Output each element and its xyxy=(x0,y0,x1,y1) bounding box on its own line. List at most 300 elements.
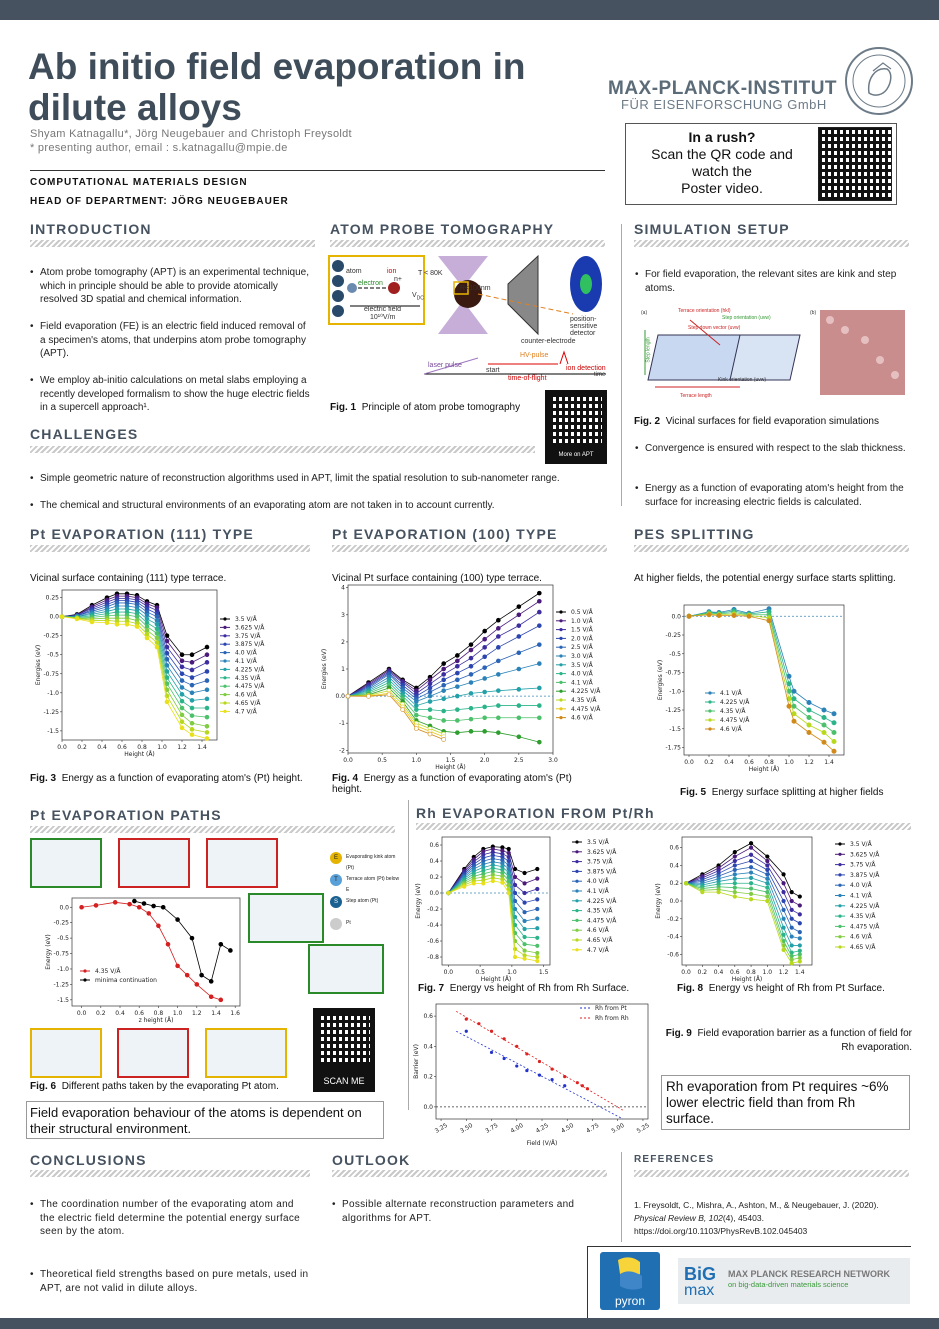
legend-marker xyxy=(559,690,562,693)
data-point xyxy=(190,683,194,687)
y-tick-label: 0.0 xyxy=(671,613,681,621)
legend-label: 1.5 V/Å xyxy=(571,626,593,634)
data-point xyxy=(782,926,786,930)
data-point xyxy=(798,913,802,917)
data-point xyxy=(535,877,539,881)
data-point xyxy=(581,1084,584,1087)
data-point xyxy=(135,625,139,629)
sim-bullet: • For field evaporation, the relevant sites are kink and step atoms. xyxy=(645,268,910,295)
scan-me-block[interactable] xyxy=(313,1008,375,1092)
data-point xyxy=(155,615,159,619)
data-point xyxy=(228,948,232,952)
x-tick-label: 0.8 xyxy=(153,1010,164,1017)
data-point xyxy=(832,739,836,743)
data-point xyxy=(792,689,796,693)
fig8-chart xyxy=(655,832,915,983)
legend-marker xyxy=(575,880,578,883)
x-tick-label: 0.6 xyxy=(744,759,754,766)
data-point xyxy=(190,721,194,725)
vicinal-surface-figure xyxy=(640,305,912,407)
data-point xyxy=(469,706,473,710)
y-tick-label: 0.4 xyxy=(429,858,439,865)
data-point xyxy=(535,926,539,930)
plot-frame xyxy=(684,605,844,755)
legend-marker xyxy=(575,860,578,863)
data-point xyxy=(180,720,184,724)
x-tick-label: 0.0 xyxy=(681,969,691,976)
section-challenges: CHALLENGES xyxy=(30,426,139,442)
x-tick-label: 1.2 xyxy=(192,1010,202,1017)
apt-label-radius: R<100nm xyxy=(460,285,491,292)
data-point xyxy=(496,626,500,630)
legend-marker xyxy=(223,643,226,646)
video-qr-code[interactable] xyxy=(818,127,892,201)
data-point xyxy=(733,877,737,881)
data-point xyxy=(749,881,753,885)
data-point xyxy=(733,895,737,899)
data-point xyxy=(766,868,770,872)
data-point xyxy=(822,723,826,727)
data-point xyxy=(798,953,802,957)
data-point xyxy=(576,1081,579,1084)
data-point xyxy=(782,881,786,885)
data-point xyxy=(483,716,487,720)
data-point xyxy=(798,944,802,948)
legend-marker xyxy=(559,672,562,675)
data-point xyxy=(428,690,432,694)
data-point xyxy=(537,662,541,666)
apt-label-efield: electric field xyxy=(364,306,401,313)
data-point xyxy=(219,998,223,1002)
data-point xyxy=(537,704,541,708)
x-axis-label: Height (Å) xyxy=(731,976,763,983)
legend-marker xyxy=(83,969,86,972)
data-point xyxy=(747,614,751,618)
data-point xyxy=(798,895,802,899)
data-point xyxy=(733,859,737,863)
kink-atom-icon: E xyxy=(330,852,342,864)
x-tick-label: 1.0 xyxy=(411,757,422,764)
data-point xyxy=(832,712,836,716)
plot-frame xyxy=(72,898,240,1006)
data-point xyxy=(798,930,802,934)
pyron-logo: pyron xyxy=(600,1252,660,1310)
section-pes: PES SPLITTING xyxy=(634,526,755,542)
email-line: * presenting author, email : s.katnagallu@mpie.de xyxy=(30,142,288,154)
data-point xyxy=(469,717,473,721)
apt-qr-block[interactable] xyxy=(545,390,607,464)
data-point xyxy=(517,605,521,609)
data-point xyxy=(496,672,500,676)
legend-marker xyxy=(223,701,226,704)
legend-marker xyxy=(575,938,578,941)
legend-marker xyxy=(838,894,841,897)
path-snapshot xyxy=(205,1028,287,1078)
data-point xyxy=(190,653,194,657)
bottom-banner xyxy=(0,1318,939,1329)
data-point xyxy=(766,859,770,863)
data-point xyxy=(507,891,511,895)
fig5-chart xyxy=(650,595,905,780)
data-point xyxy=(507,879,511,883)
data-point xyxy=(766,890,770,894)
legend-label: 3.875 V/Å xyxy=(587,868,617,876)
data-point xyxy=(749,887,753,891)
data-point xyxy=(517,667,521,671)
fig9-chart xyxy=(408,998,658,1150)
data-point xyxy=(832,721,836,725)
challenge-bullet: • The chemical and structural environments of an evaporating atom are not taken in to account currently. xyxy=(40,499,600,513)
legend-marker xyxy=(838,873,841,876)
intro-bullet: • Field evaporation (FE) is an electric field induced removal of a specimen's atoms, that underpins atom probe tomography (APT). xyxy=(40,320,310,361)
terrace-atom-icon: T xyxy=(330,874,342,886)
data-point xyxy=(798,921,802,925)
y-axis-label: Energies (eV) xyxy=(657,659,664,701)
legend-marker xyxy=(223,676,226,679)
data-point xyxy=(132,899,136,903)
x-tick-label: 0.0 xyxy=(76,1010,87,1017)
section-rh: Rh EVAPORATION FROM Pt/Rh xyxy=(416,805,655,821)
apt-label-electron: electron xyxy=(358,280,383,287)
apt-qr-code[interactable] xyxy=(550,394,602,446)
legend-marker xyxy=(708,709,711,712)
data-point xyxy=(535,951,539,955)
x-tick-label: 4.25 xyxy=(534,1122,550,1135)
data-point xyxy=(766,899,770,903)
y-tick-label: -1 xyxy=(339,720,345,728)
data-point xyxy=(807,715,811,719)
y-axis-label: Energy (eV) xyxy=(415,883,422,919)
data-point xyxy=(822,708,826,712)
data-point xyxy=(515,1064,518,1067)
data-point xyxy=(749,897,753,901)
data-point xyxy=(442,683,446,687)
section-pt100: Pt EVAPORATION (100) TYPE xyxy=(332,526,558,542)
x-tick-label: 0.4 xyxy=(97,744,107,751)
data-point xyxy=(180,653,184,657)
data-point xyxy=(507,863,511,867)
data-point xyxy=(523,957,527,961)
legend-label: 4.0 V/Å xyxy=(571,670,593,678)
data-point xyxy=(209,995,213,999)
data-point xyxy=(503,1057,506,1060)
x-tick-label: 5.00 xyxy=(610,1122,626,1135)
data-point xyxy=(798,949,802,953)
y-tick-label: -0.75 xyxy=(665,669,681,677)
y-tick-label: 4 xyxy=(341,584,345,592)
x-tick-label: 1.0 xyxy=(762,969,773,976)
data-point xyxy=(787,704,791,708)
step-atom-icon: S xyxy=(330,896,342,908)
data-point xyxy=(733,881,737,885)
x-tick-label: 0.4 xyxy=(724,759,734,766)
x-tick-label: 0.5 xyxy=(377,757,387,764)
legend-marker xyxy=(559,628,562,631)
data-point xyxy=(766,881,770,885)
authors: Shyam Katnagallu*, Jörg Neugebauer and Christoph Freysoldt xyxy=(30,128,352,140)
data-point xyxy=(205,730,209,734)
data-point xyxy=(782,948,786,952)
data-point xyxy=(190,691,194,695)
data-point xyxy=(537,716,541,720)
apt-label-laser: laser pulse xyxy=(428,362,462,369)
fig3-chart xyxy=(30,585,265,770)
y-tick-label: 0.4 xyxy=(669,862,679,870)
fig6-legend: E Evaporating kink atom (Pt) T Terrace atom (Pt) below E S Step atom (Pt) Pt xyxy=(330,852,400,934)
data-point xyxy=(115,622,119,626)
section-outlook: OUTLOOK xyxy=(332,1152,411,1168)
legend-marker xyxy=(223,685,226,688)
legend-label: 4.6 V/Å xyxy=(850,933,872,941)
legend-label: 4.65 V/Å xyxy=(587,937,613,944)
reference-1: 1. Freysoldt, C., Mishra, A., Ashton, M., & Neugebauer, J. (2020). Physical Review B, 102(4), 45403. https://doi.org/10.1103/PhysRevB.102.045403 xyxy=(634,1200,879,1236)
fig2-label-b: (b) xyxy=(810,310,817,316)
legend-marker xyxy=(708,718,711,721)
data-point xyxy=(701,890,705,894)
legend-label: 3.5 V/Å xyxy=(235,616,257,623)
data-point xyxy=(465,1018,468,1021)
data-point xyxy=(145,617,149,621)
legend-label: 4.35 V/Å xyxy=(571,697,597,704)
minerva-logo xyxy=(845,47,913,115)
x-tick-label: 0.4 xyxy=(115,1010,125,1017)
x-tick-label: 3.75 xyxy=(484,1122,500,1135)
x-tick-label: 0.8 xyxy=(764,759,774,766)
data-point xyxy=(469,643,473,647)
data-point xyxy=(477,1022,480,1025)
conclusion-bullet: • The coordination number of the evaporating atom and the electric field determine the potential energy surface seen by the atom. xyxy=(40,1198,310,1239)
y-tick-label: -0.75 xyxy=(43,670,59,678)
path-snapshot xyxy=(118,838,190,888)
sim-bullet: • Convergence is ensured with respect to the slab thickness. xyxy=(645,442,910,456)
data-point xyxy=(180,692,184,696)
fig2-label-steplen: Step length xyxy=(645,337,652,363)
data-point xyxy=(687,614,691,618)
x-tick-label: 5.25 xyxy=(635,1122,651,1135)
legend-label: 3.625 V/Å xyxy=(587,848,617,856)
y-tick-label: 0.0 xyxy=(59,904,69,912)
x-tick-label: 1.2 xyxy=(778,969,789,976)
data-point xyxy=(428,682,432,686)
y-tick-label: 0.0 xyxy=(49,613,59,621)
data-point xyxy=(442,737,446,741)
data-point xyxy=(165,700,169,704)
data-point xyxy=(790,908,794,912)
data-point xyxy=(401,708,405,712)
data-point xyxy=(442,672,446,676)
bigmax-logo: BiG max MAX PLANCK RESEARCH NETWORK on big-data-driven materials science xyxy=(678,1258,910,1304)
section-stripe xyxy=(416,823,911,830)
data-point xyxy=(782,917,786,921)
legend-marker xyxy=(223,668,226,671)
x-tick-label: 3.25 xyxy=(433,1122,449,1135)
y-tick-label: -1.0 xyxy=(57,965,69,973)
legend-marker xyxy=(575,919,578,922)
logo-divider xyxy=(587,1246,911,1247)
scan-me-qr-code[interactable] xyxy=(318,1013,370,1065)
x-tick-label: 1.0 xyxy=(784,759,794,766)
x-tick-label: 3.0 xyxy=(548,757,558,764)
section-conclusions: CONCLUSIONS xyxy=(30,1152,147,1168)
x-tick-label: 2.0 xyxy=(479,757,490,764)
legend-marker xyxy=(838,925,841,928)
legend-label: 4.65 V/Å xyxy=(235,700,261,707)
x-tick-label: 1.6 xyxy=(230,1010,240,1017)
x-tick-label: 0.2 xyxy=(704,759,714,766)
data-point xyxy=(483,655,487,659)
y-tick-label: -1.0 xyxy=(47,689,59,697)
y-tick-label: 0.0 xyxy=(423,1103,433,1111)
data-point xyxy=(455,685,459,689)
x-tick-label: 2.5 xyxy=(514,757,524,764)
department-name: COMPUTATIONAL MATERIALS DESIGN xyxy=(30,177,248,188)
legend-marker xyxy=(223,634,226,637)
data-point xyxy=(166,942,170,946)
legend-label: 4.475 V/Å xyxy=(235,683,265,691)
fig4-chart xyxy=(321,580,613,771)
y-axis-label: Energies (eV) xyxy=(35,644,42,686)
data-point xyxy=(205,688,209,692)
data-point xyxy=(483,645,487,649)
apt-label-atom: atom xyxy=(346,268,362,275)
data-point xyxy=(517,624,521,628)
x-tick-label: 0.0 xyxy=(443,969,454,976)
legend-marker xyxy=(83,978,86,981)
legend-marker xyxy=(559,654,562,657)
legend-marker xyxy=(838,915,841,918)
data-point xyxy=(792,704,796,708)
plot-frame xyxy=(348,585,553,753)
legend-label: 4.0 V/Å xyxy=(235,649,257,657)
legend-label: Rh from Rh xyxy=(595,1015,629,1022)
x-axis-label: Height (Å) xyxy=(124,751,155,758)
data-point xyxy=(733,886,737,890)
data-point xyxy=(455,678,459,682)
fig2-label-a: (a) xyxy=(641,310,648,316)
data-point xyxy=(156,924,160,928)
y-tick-label: 0.0 xyxy=(335,693,345,701)
data-point xyxy=(507,883,511,887)
data-point xyxy=(180,685,184,689)
legend-marker xyxy=(559,698,562,701)
data-point xyxy=(455,694,459,698)
x-tick-label: 1.4 xyxy=(197,744,207,751)
data-point xyxy=(346,694,350,698)
data-point xyxy=(535,917,539,921)
legend-label: 4.225 V/Å xyxy=(571,688,601,696)
legend-label: 4.0 V/Å xyxy=(587,878,609,886)
y-tick-label: -0.75 xyxy=(53,950,69,958)
legend-label: 4.225 V/Å xyxy=(720,699,750,706)
data-point xyxy=(732,613,736,617)
legend-marker xyxy=(708,691,711,694)
data-point xyxy=(537,643,541,647)
legend-marker xyxy=(838,863,841,866)
logo-divider xyxy=(587,1246,588,1318)
path-snapshot xyxy=(248,893,324,943)
fig2-caption: Fig. 2 Vicinal surfaces for field evaporation simulations xyxy=(634,416,879,427)
y-tick-label: -2 xyxy=(339,747,345,755)
x-tick-label: 1.4 xyxy=(795,969,805,976)
legend-marker xyxy=(575,850,578,853)
data-point xyxy=(147,911,151,915)
x-tick-label: 4.75 xyxy=(585,1122,601,1135)
x-tick-label: 0.0 xyxy=(684,759,694,766)
data-point xyxy=(496,716,500,720)
section-pt111: Pt EVAPORATION (111) TYPE xyxy=(30,526,254,542)
y-tick-label: -1.5 xyxy=(47,727,59,735)
y-tick-label: 0.4 xyxy=(423,1043,433,1051)
data-point xyxy=(513,955,517,959)
section-references: REFERENCES xyxy=(634,1154,715,1165)
legend-label: 4.35 V/Å xyxy=(235,674,261,682)
pt100-intro: Vicinal Pt surface containing (100) type terrace. xyxy=(332,573,542,584)
legend-label: 2.5 V/Å xyxy=(571,644,593,652)
data-point xyxy=(523,910,527,914)
data-point xyxy=(563,1084,566,1087)
x-axis-label: z height (Å) xyxy=(138,1017,174,1024)
data-point xyxy=(180,699,184,703)
fig5-caption: Fig. 5 Energy surface splitting at higher fields xyxy=(680,787,884,798)
y-tick-label: 1 xyxy=(341,666,345,673)
data-point xyxy=(535,887,539,891)
y-tick-label: -0.5 xyxy=(669,650,681,658)
y-tick-label: -0.6 xyxy=(427,938,439,945)
data-point xyxy=(496,618,500,622)
top-banner xyxy=(0,0,939,20)
data-point xyxy=(798,904,802,908)
x-tick-label: 0.4 xyxy=(713,969,724,976)
y-tick-label: -0.5 xyxy=(57,935,69,943)
data-point xyxy=(428,694,432,698)
legend-marker xyxy=(838,904,841,907)
data-point xyxy=(442,678,446,682)
legend-marker xyxy=(559,637,562,640)
legend-label: 4.6 V/Å xyxy=(571,714,593,722)
legend-label: 2.0 V/Å xyxy=(571,635,593,643)
column-divider xyxy=(621,224,622,506)
data-point xyxy=(507,855,511,859)
data-point xyxy=(128,902,132,906)
legend-label: 3.5 V/Å xyxy=(850,841,872,848)
data-point xyxy=(749,859,753,863)
data-point xyxy=(523,901,527,905)
section-stripe xyxy=(634,240,909,247)
legend-label: 4.225 V/Å xyxy=(850,902,880,910)
section-introduction: INTRODUCTION xyxy=(30,221,152,237)
fig6-chart xyxy=(30,893,250,1028)
y-tick-label: -0.4 xyxy=(667,933,679,941)
data-point xyxy=(513,867,517,871)
data-point xyxy=(190,668,194,672)
intro-bullet: • Atom probe tomography (APT) is an experimental technique, which in principle should be able to provide atomically resolved 3D spatial and chemical information. xyxy=(40,266,310,307)
data-point xyxy=(790,944,794,948)
data-point xyxy=(428,700,432,704)
y-axis-label: Energies (eV) xyxy=(321,648,328,690)
section-stripe xyxy=(332,1170,607,1177)
data-point xyxy=(483,629,487,633)
y-tick-label: -1.5 xyxy=(669,725,681,733)
x-tick-label: 0.2 xyxy=(96,1010,106,1017)
fig2-label-stepdown: Step down vector (uvw) xyxy=(688,325,741,331)
data-point xyxy=(155,622,159,626)
legend-label: 1.0 V/Å xyxy=(571,617,593,625)
x-tick-label: 1.4 xyxy=(824,759,834,766)
legend-label: 4.225 V/Å xyxy=(235,666,265,674)
data-point xyxy=(523,919,527,923)
data-point xyxy=(798,937,802,941)
data-point xyxy=(219,942,223,946)
